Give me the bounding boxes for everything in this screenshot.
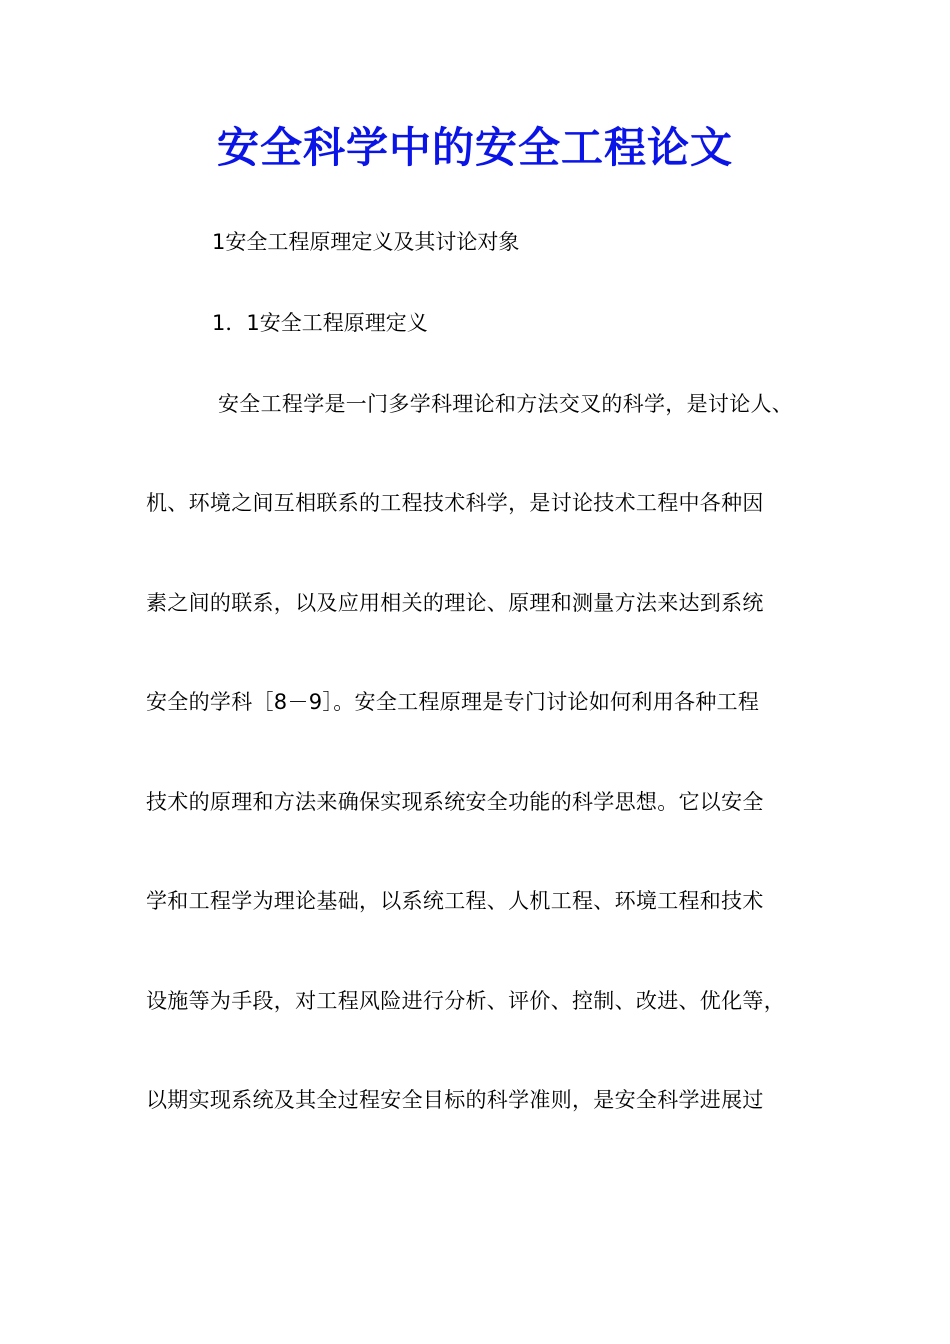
section-heading: 1安全工程原理定义及其讨论对象 bbox=[212, 230, 520, 254]
paragraph-line: 机、环境之间互相联系的工程技术科学，是讨论技术工程中各种因 bbox=[146, 491, 764, 515]
paragraph-line: 以期实现系统及其全过程安全目标的科学准则，是安全科学进展过 bbox=[146, 1088, 764, 1112]
subsection-heading: 1．1安全工程原理定义 bbox=[212, 311, 428, 335]
paragraph-line: 安全的学科［8－9］。安全工程原理是专门讨论如何利用各种工程 bbox=[146, 690, 760, 714]
paragraph-line: 学和工程学为理论基础，以系统工程、人机工程、环境工程和技术 bbox=[146, 889, 764, 913]
paragraph-line: 安全工程学是一门多学科理论和方法交叉的科学，是讨论人、 bbox=[218, 392, 794, 416]
document-title: 安全科学中的安全工程论文 bbox=[216, 123, 733, 172]
paragraph-line: 设施等为手段，对工程风险进行分析、评价、控制、改进、优化等， bbox=[146, 989, 785, 1013]
paragraph-line: 素之间的联系，以及应用相关的理论、原理和测量方法来达到系统 bbox=[146, 591, 764, 615]
paragraph-line: 技术的原理和方法来确保实现系统安全功能的科学思想。它以安全 bbox=[146, 790, 764, 814]
